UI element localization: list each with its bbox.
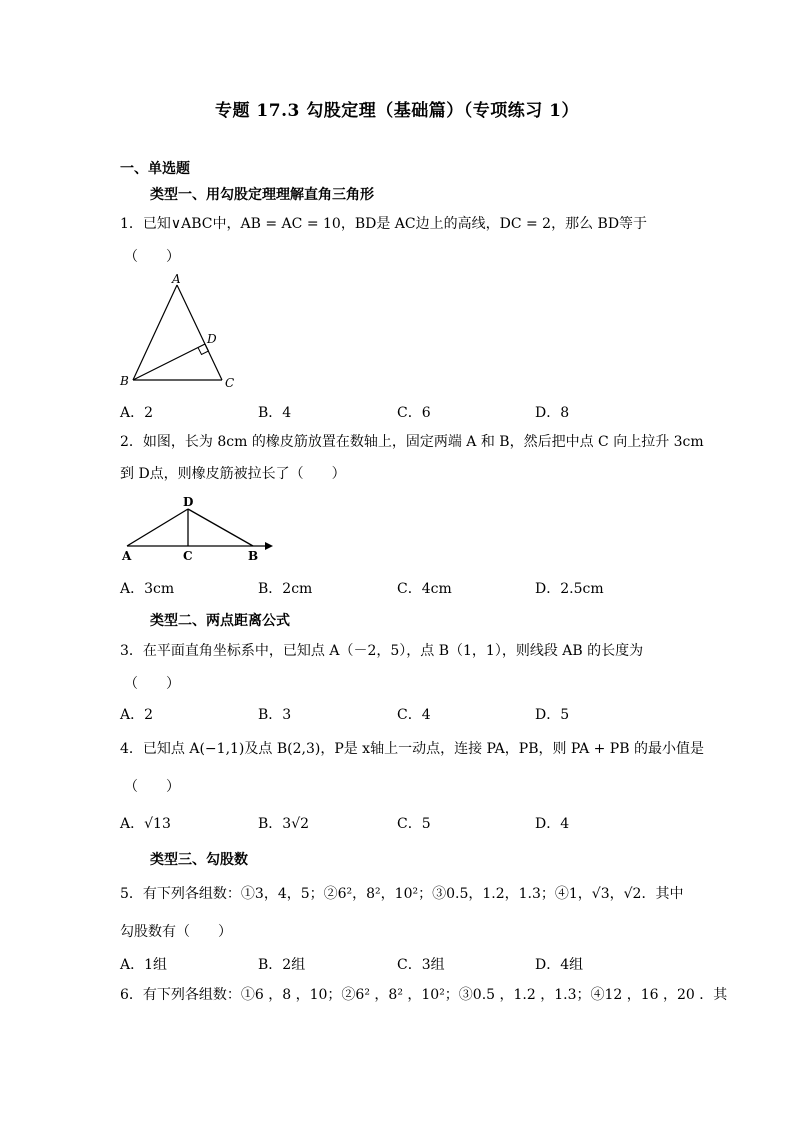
option-b: B．4	[258, 405, 292, 421]
option-d: D．4	[535, 816, 570, 832]
option-d: D．8	[535, 405, 570, 421]
option-a: A．3cm	[120, 581, 175, 597]
option-c: C．4cm	[397, 581, 452, 597]
line-bd	[133, 344, 205, 380]
question-3-bracket: （ ）	[124, 676, 180, 692]
figure-triangle-abc	[115, 270, 245, 395]
option-c: C．6	[397, 405, 431, 421]
question-5-stem-line1: 5．有下列各组数：①3，4，5；②6²，8²，10²；③0.5，1.2，1.3；④1，√3，√2．其中	[120, 886, 684, 902]
arrow-head	[265, 542, 273, 550]
question-3-options	[120, 704, 680, 724]
label-d: D	[183, 495, 194, 509]
option-c: C．5	[397, 816, 431, 832]
option-a: A．1组	[120, 957, 168, 973]
option-d: D．5	[535, 707, 570, 723]
question-1-stem: 1．已知∨ABC中，AB = AC = 10，BD是 AC边上的高线，DC = 2，那么 BD等于	[120, 216, 648, 232]
label-d: D	[207, 332, 217, 346]
question-4-options	[120, 813, 680, 833]
label-b: B	[248, 549, 259, 563]
type-heading-3: 类型三、勾股数	[150, 852, 248, 868]
question-4-stem: 4．已知点 A(−1,1)及点 B(2,3)，P是 x轴上一动点，连接 PA，PB，则 PA + PB 的最小值是	[120, 741, 704, 757]
label-c: C	[183, 549, 193, 563]
line-db	[188, 509, 253, 546]
question-2-stem-line2: 到 D点，则橡皮筋被拉长了（ ）	[120, 466, 346, 482]
label-b: B	[120, 374, 129, 388]
question-1-options	[120, 402, 680, 422]
option-c: C．4	[397, 707, 431, 723]
option-b: B．3	[258, 707, 292, 723]
option-a: A．2	[120, 707, 154, 723]
question-5-stem-line2: 勾股数有（ ）	[120, 924, 232, 940]
page-title: 专题 17.3 勾股定理（基础篇）（专项练习 1）	[215, 101, 579, 121]
line-ad	[127, 509, 188, 546]
figure-number-line	[115, 494, 275, 564]
option-d: D．4组	[535, 957, 584, 973]
option-c: C．3组	[397, 957, 445, 973]
question-4-bracket: （ ）	[124, 779, 180, 795]
type-heading-2: 类型二、两点距离公式	[150, 613, 290, 629]
label-c: C	[225, 376, 235, 390]
question-6-stem: 6．有下列各组数：①6 ，8 ，10；②6² ，8² ，10²；③0.5 ，1.2 ，1.3；④12 ，16 ，20 ．其	[120, 987, 728, 1003]
option-b: B．3√2	[258, 816, 310, 832]
option-b: B．2组	[258, 957, 306, 973]
question-2-options	[120, 578, 680, 598]
label-a: A	[172, 272, 181, 286]
line-ab	[133, 285, 177, 380]
question-1-bracket: （ ）	[124, 249, 180, 265]
option-a: A．2	[120, 405, 154, 421]
label-a: A	[122, 549, 132, 563]
type-heading-1: 类型一、用勾股定理理解直角三角形	[150, 187, 374, 203]
section-heading: 一、单选题	[120, 161, 190, 177]
option-d: D．2.5cm	[535, 581, 604, 597]
question-2-stem-line1: 2．如图，长为 8cm 的橡皮筋放置在数轴上，固定两端 A 和 B，然后把中点 C 向上拉升 3cm	[120, 434, 704, 450]
question-5-options	[120, 954, 680, 974]
option-b: B．2cm	[258, 581, 313, 597]
question-3-stem: 3．在平面直角坐标系中，已知点 A（－2，5），点 B（1，1），则线段 AB 的长度为	[120, 643, 644, 659]
option-a: A．√13	[120, 816, 171, 832]
